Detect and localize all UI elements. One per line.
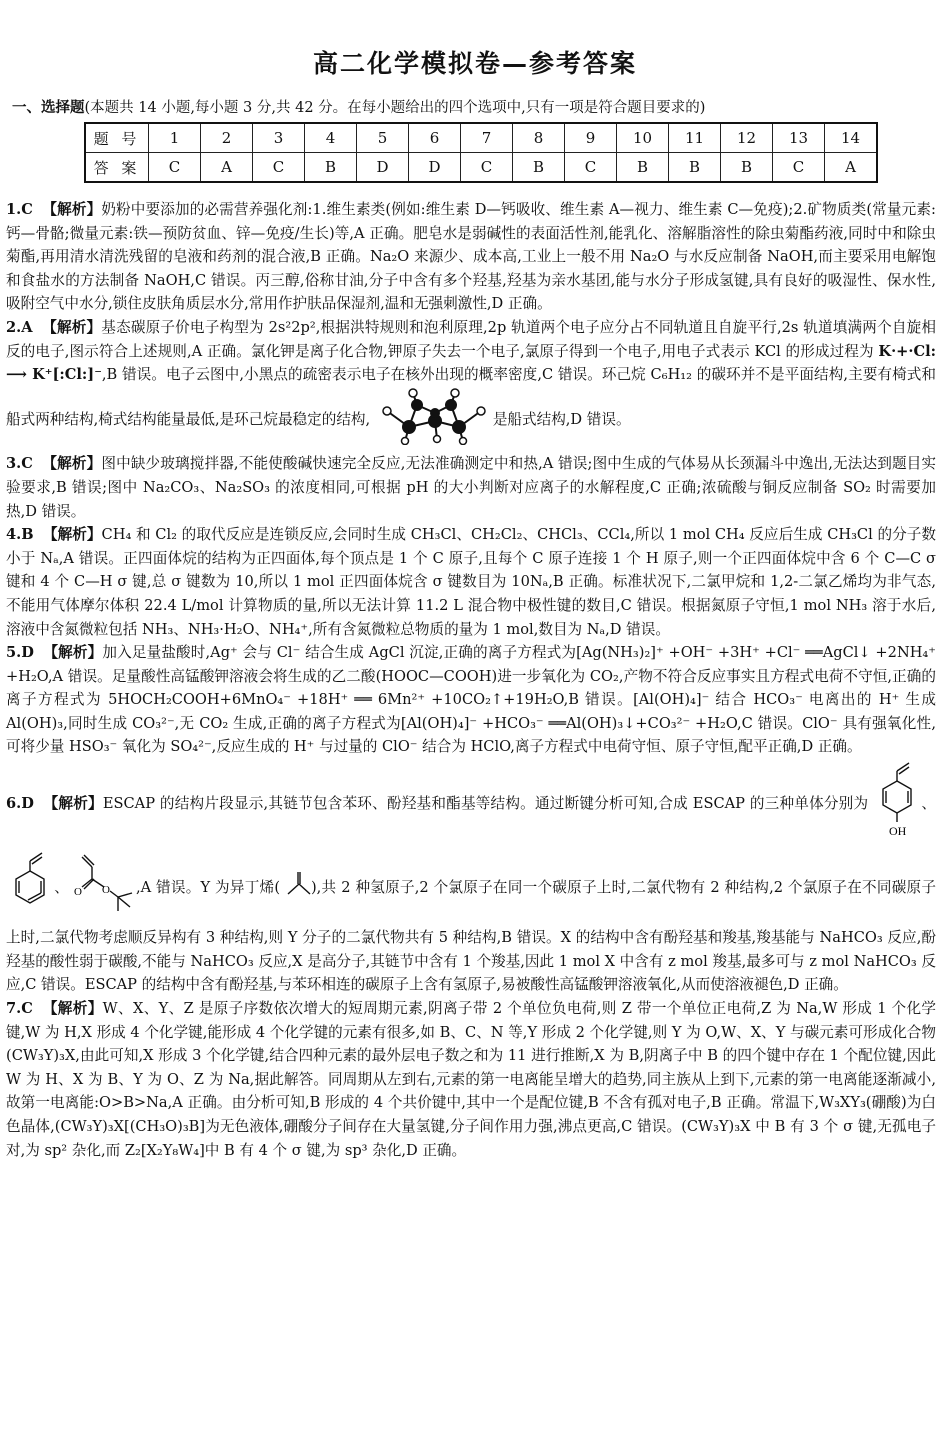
monomer-styrene <box>6 849 54 927</box>
explanation-q2 <box>6 316 936 452</box>
number-cell: 8 <box>513 123 565 153</box>
explanation-q1 <box>6 198 936 316</box>
answer-cell: C <box>461 153 513 183</box>
boat-cyclohexane-icon <box>375 387 493 445</box>
number-cell: 12 <box>721 123 773 153</box>
section-header <box>12 96 942 117</box>
q2-text-a: 基态碳原子价电子构型为 2s²2p²,根据洪特规则和泡利原理,2p 轨道两个电子应分占不同轨道且自旋平行,2s 轨道填满两个自旋相反的电子,图示符合上述规则,A 正确。氯化钾是离子化合物,钾原子失去一个电子,氯原子得到一个电子,用电子式表示 KCl 的形成过程为 <box>6 318 936 360</box>
svg-text:O: O <box>73 885 82 898</box>
number-cell: 2 <box>201 123 253 153</box>
number-cell: 10 <box>617 123 669 153</box>
jiexi-label: 【解析】 <box>43 794 103 812</box>
number-cell: 5 <box>357 123 409 153</box>
answer-cell: B <box>721 153 773 183</box>
number-cell: 7 <box>461 123 513 153</box>
row-label-answer: 答 案 <box>85 153 149 183</box>
section-heading: 一、选择题 <box>12 99 85 116</box>
q4-answer: 4.B <box>6 526 34 544</box>
explanation-q5 <box>6 641 936 759</box>
answer-cell: C <box>565 153 617 183</box>
number-cell: 4 <box>305 123 357 153</box>
q4-text: CH₄ 和 Cl₂ 的取代反应是连锁反应,会同时生成 CH₃Cl、CH₂Cl₂、CHCl₃、CCl₄,所以 1 mol CH₄ 反应后生成 CH₃Cl 的分子数小于 Nₐ,A 错误。正四面体烷的结构为正四面体,每个顶点是 1 个 C 原子,且每个 C 原子连接 1 个 H 原子,则一个正四面体烷中含 6 个 C—C σ 键和 4 个 C—H σ 键,总 σ 键数为 10,所以 1 mol 正四面体烷含 σ 键数目为 10Nₐ,B 正确。标准状况下,二氯甲烷和 1,2-二氯乙烯均为非气态,不能用气体摩尔体积 22.4 L/mol 计算物质的量,所以无法计算 11.2 L 混合物中极性键的数目,C 错误。根据氮原子守恒,1 mol NH₃ 溶于水后,溶液中含氮微粒包括 NH₃、NH₃·H₂O、NH₄⁺,所有含氮微粒总物质的量为 1 mol,数目为 Nₐ,D 错误。 <box>6 526 936 638</box>
hydroxystyrene-structure-icon <box>873 759 921 841</box>
kcl-electron-formula: K·+·Cl: ⟶ K⁺[:Cl:]⁻ <box>6 342 937 384</box>
q2-answer: 2.A <box>6 318 33 336</box>
number-cell: 1 <box>149 123 201 153</box>
explanation-q3 <box>6 452 936 523</box>
boat-cyclohexane-figure <box>375 387 493 453</box>
question-number-row <box>85 123 877 153</box>
answer-table <box>84 122 878 183</box>
q7-text: W、X、Y、Z 是原子序数依次增大的短周期元素,阴离子带 2 个单位负电荷,则 Z 带一个单位正电荷,Z 为 Na,W 形成 1 个化学键,W 为 H,X 形成 4 个化学键,能形成 4 个化学键的元素有很多,如 B、C、N 等,Y 形成 2 个化学键,则 Y 为 O,W、X、Y 与碳元素可形成化合物(CW₃Y)₃X,由此可知,X 形成 3 个化学键,结合四种元素的最外层电子数之和为 11 进行推断,X 为 B,阴离子中 B 的四个键中存在 1 个配位键,因此 W 为 H、X 为 B、Y 为 O、Z 为 Na,据此解答。同周期从左到右,元素的第一电离能呈增大的趋势,同主族从上到下,元素的第一电离能逐渐减小,故第一电离能:O>B>Na,A 正确。由分析可知,B 形成的 4 个共价键中,其中一个是配位键,B 不含有孤对电子,B 正确。常温下,W₃XY₃(硼酸)为白色晶体,(CW₃Y)₃X[(CH₃O)₃B]为无色液体,硼酸分子间存在大量氢键,分子间作用力强,沸点更高,C 错误。(CW₃Y)₃X 中 B 有 3 个 σ 键,无孤电子对,为 sp² 杂化,而 Z₂[X₂Y₈W₄]中 B 有 4 个 σ 键,为 sp³ 杂化,D 正确。 <box>6 1000 936 1159</box>
page-title: 高二化学模拟卷—参考答案 <box>312 49 637 78</box>
answer-cell: A <box>825 153 878 183</box>
oh-label: OH <box>889 824 907 839</box>
q5-text: 加入足量盐酸时,Ag⁺ 会与 Cl⁻ 结合生成 AgCl 沉淀,正确的离子方程式为[Ag(NH₃)₂]⁺ +OH⁻ +3H⁺ +Cl⁻ ══AgCl↓ +2NH₄⁺ +H₂O,A 错误。足量酸性高锰酸钾溶液会将生成的乙二酸(HOOC—COOH)进一步氧化为 CO₂,产物不符合反应事实且方程式电荷不守恒,正确的离子方程式为 5HOCH₂COOH+6MnO₄⁻ +18H⁺ ══ 6Mn²⁺ +10CO₂↑+19H₂O,B 错误。[Al(OH)₄]⁻ 结合 HCO₃⁻ 电离出的 H⁺ 生成 Al(OH)₃,同时生成 CO₃²⁻,无 CO₂ 生成,正确的离子方程式为[Al(OH)₄]⁻ +HCO₃⁻ ══Al(OH)₃↓+CO₃²⁻ +H₂O,C 错误。ClO⁻ 具有强氧化性,可将少量 HSO₃⁻ 氧化为 SO₄²⁻,反应生成的 H⁺ 与过量的 ClO⁻ 结合为 HClO,离子方程式中电荷守恒、原子守恒,配平正确,D 正确。 <box>6 644 936 756</box>
jiexi-label: 【解析】 <box>42 201 102 218</box>
number-cell: 13 <box>773 123 825 153</box>
jiexi-label: 【解析】 <box>43 644 103 662</box>
answer-cell: B <box>305 153 357 183</box>
answer-cell: B <box>617 153 669 183</box>
q1-text: 奶粉中要添加的必需营养强化剂:1.维生素类(例如:维生素 D—钙吸收、维生素 A—视力、维生素 C—免疫);2.矿物质类(常量元素:钙—骨骼;微量元素:铁—预防贫血、锌—免疫/生长)等,A 正确。肥皂水是弱碱性的表面活性剂,能乳化、溶解脂溶性的除虫菊酯药液,同时中和除虫菊酯,再用清水清洗残留的皂液和药剂的混合液,B 正确。Na₂O 来源少、成本高,工业上一般不用 Na₂O 与水反应制备 NaOH,而主要采用电解饱和食盐水的方法制备 NaOH,C 错误。丙三醇,俗称甘油,分子中含有多个羟基,羟基为亲水基团,能与水分子形成氢键,具有良好的吸湿性、保水性,吸附空气中水分,锁住皮肤角质层水分,常用作护肤品保湿剂,温和无强刺激性,D 正确。 <box>6 201 936 313</box>
styrene-structure-icon <box>6 849 54 919</box>
section-note: (本题共 14 小题,每小题 3 分,共 42 分。在每小题给出的四个选项中,只有一项是符合题目要求的) <box>84 100 706 116</box>
q6-text-c: ),共 2 种氢原子,2 个氯原子在同一个碳原子上时,二氯代物有 2 种结构,2 个氯原子在不同碳原子上时,二氯代物考虑顺反异构有 3 种结构,则 Y 分子的二氯代物共有 5 种结构,B 错误。X 的结构中含有酚羟基和羧基,羧基能与 NaHCO₃ 反应,酚羟基的酸性弱于碳酸,不能与 NaHCO₃ 反应,X 是高分子,其链节中含有 1 个羧基,因此 1 mol X 中含有 z mol 羧基,最多可与 z mol NaHCO₃ 反应,C 错误。ESCAP 的结构中含有酚羟基,与苯环相连的碳原子上含有氢原子,易被酸性高锰酸钾溶液氧化,从而使溶液褪色,D 正确。 <box>6 878 936 994</box>
tert-butyl-acrylate-structure-icon <box>74 849 136 919</box>
number-cell: 14 <box>825 123 878 153</box>
q1-answer: 1.C <box>6 201 33 218</box>
answer-cell: D <box>409 153 461 183</box>
explanations <box>6 198 936 1162</box>
isobutene-figure <box>285 870 311 906</box>
row-label-number: 题 号 <box>85 123 149 153</box>
explanation-q4 <box>6 523 936 641</box>
number-cell: 9 <box>565 123 617 153</box>
isobutene-structure-icon <box>285 870 311 898</box>
answer-cell: C <box>149 153 201 183</box>
answer-cell: C <box>253 153 305 183</box>
q5-answer: 5.D <box>6 644 34 662</box>
number-cell: 6 <box>409 123 461 153</box>
separator: 、 <box>54 878 70 896</box>
q7-answer: 7.C <box>6 1000 33 1018</box>
q6-answer: 6.D <box>6 794 34 812</box>
number-cell: 3 <box>253 123 305 153</box>
answer-cell: B <box>513 153 565 183</box>
q6-text-b: ,A 错误。Y 为异丁烯( <box>135 878 281 896</box>
answer-cell: D <box>357 153 409 183</box>
q3-answer: 3.C <box>6 455 33 473</box>
svg-text:O: O <box>101 883 110 896</box>
jiexi-label: 【解析】 <box>42 455 102 473</box>
answer-cell: B <box>669 153 721 183</box>
separator: 、 <box>921 794 936 812</box>
number-cell: 11 <box>669 123 721 153</box>
q3-text: 图中缺少玻璃搅拌器,不能使酸碱快速完全反应,无法准确测定中和热,A 错误;图中生成的气体易从长颈漏斗中逸出,无法达到题目实验要求,B 错误;图中 Na₂CO₃、Na₂SO₃ 的浓度相同,可根据 pH 的大小判断对应离子的水解程度,C 正确;浓硫酸与铜反应制备 SO₂ 时需要加热,D 错误。 <box>6 455 937 520</box>
q2-text-b: ,B 错误。电子云图中,小黑点的疏密表示电子在核外出现的概率密度,C 错误。环己烷 C₆H₁₂ 的碳环并不是平面结构,主要有椅式和船式两种结构,椅式结构能量最低,是环己烷最稳定的结构, <box>6 366 937 428</box>
monomer-hydroxystyrene <box>873 759 921 849</box>
jiexi-label: 【解析】 <box>42 526 102 544</box>
answer-row <box>85 153 877 183</box>
jiexi-label: 【解析】 <box>42 1000 103 1018</box>
answer-cell: A <box>201 153 253 183</box>
answer-cell: C <box>773 153 825 183</box>
explanation-q6 <box>6 759 936 997</box>
jiexi-label: 【解析】 <box>42 318 102 336</box>
monomer-tbutyl-acrylate <box>74 849 136 927</box>
explanation-q7 <box>6 997 936 1162</box>
q6-text-a: ESCAP 的结构片段显示,其链节包含苯环、酚羟基和酯基等结构。通过断键分析可知,合成 ESCAP 的三种单体分别为 <box>102 794 869 812</box>
q2-text-c: 是船式结构,D 错误。 <box>492 410 631 428</box>
